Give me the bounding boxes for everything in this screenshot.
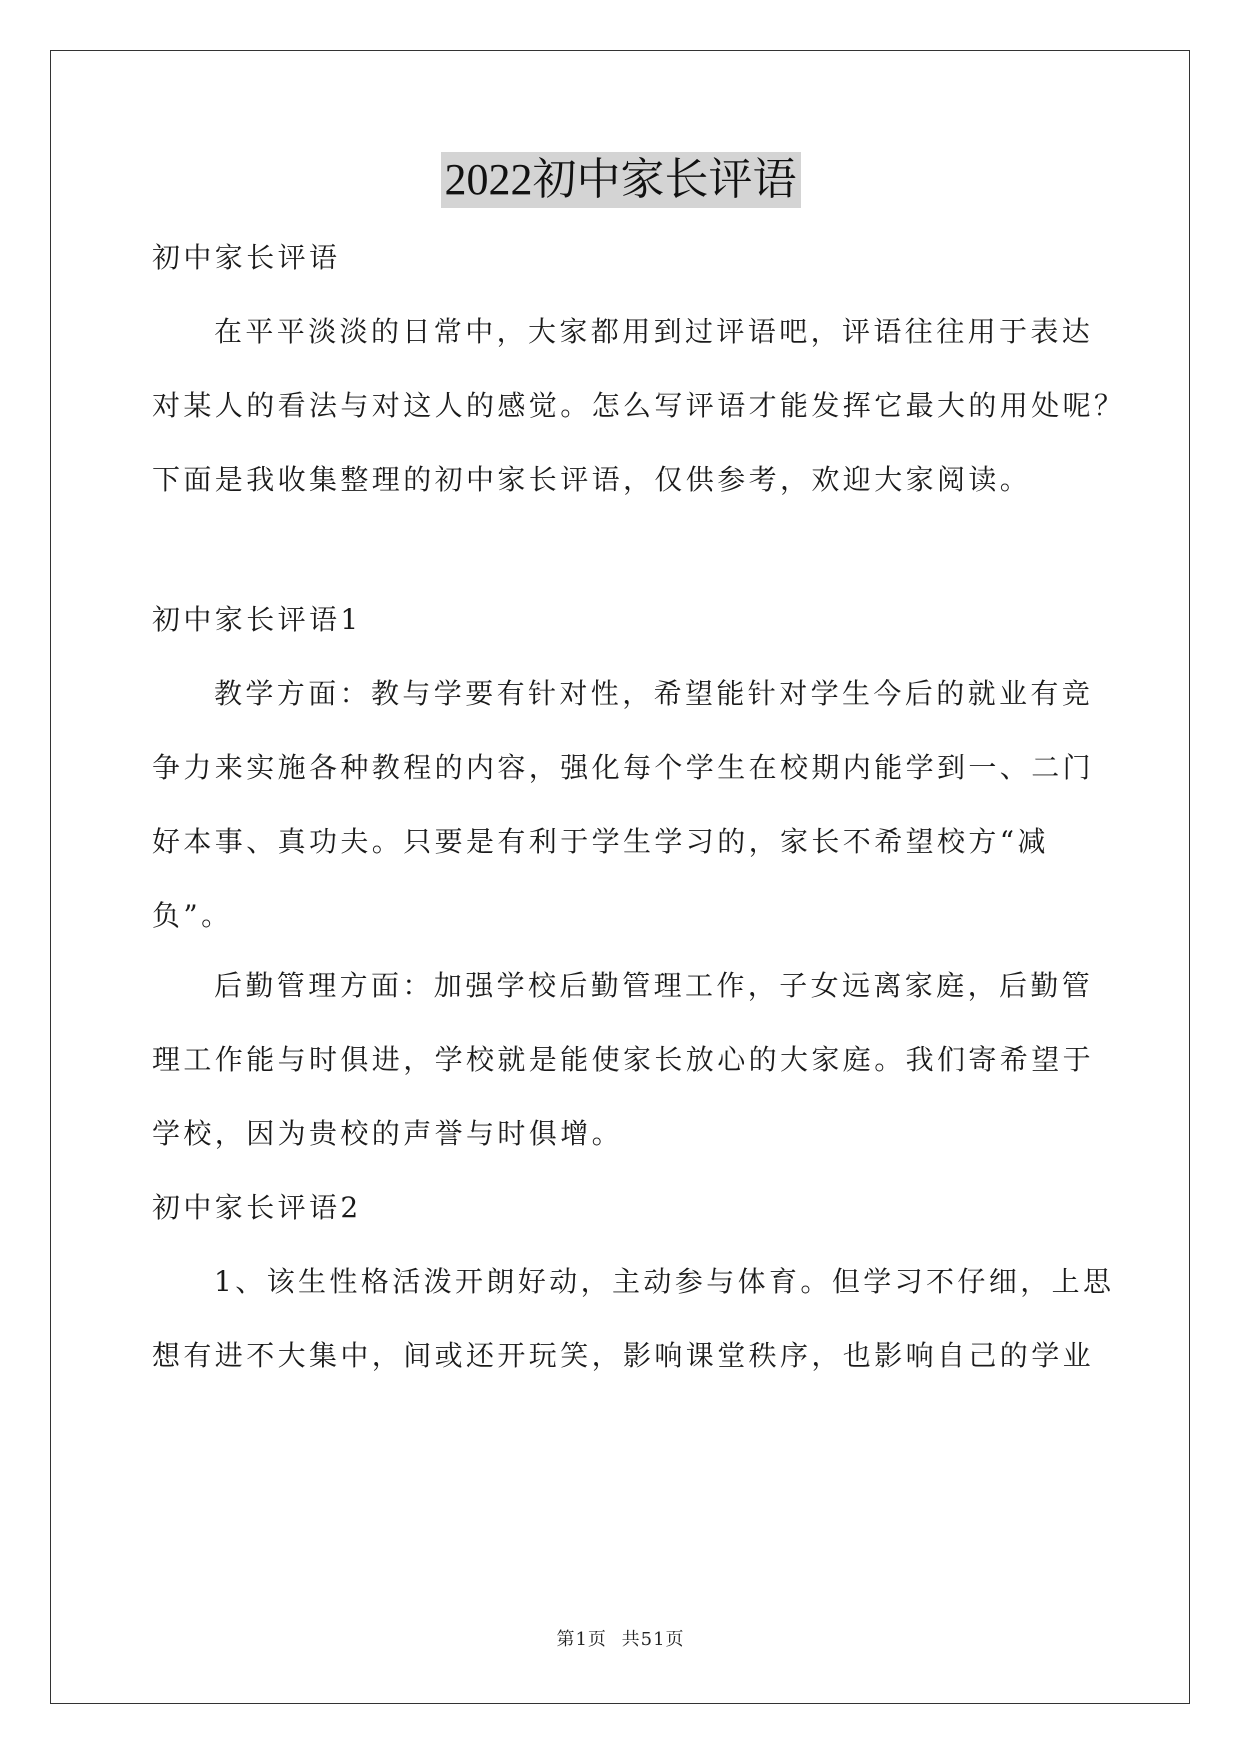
paragraph-line: 争力来实施各种教程的内容，强化每个学生在校期内能学到一、二门 — [152, 751, 1095, 784]
paragraph-line: 1、该生性格活泼开朗好动，主动参与体育。但学习不仔细，上思 — [214, 1265, 1115, 1298]
paragraph-line: 想有进不大集中，间或还开玩笑，影响课堂秩序，也影响自己的学业 — [152, 1339, 1095, 1372]
section-heading-1: 初中家长评语1 — [152, 603, 362, 636]
page-total: 共51页 — [621, 1629, 685, 1650]
paragraph-line: 理工作能与时俱进，学校就是能使家长放心的大家庭。我们寄希望于 — [152, 1043, 1095, 1076]
paragraph-line: 下面是我收集整理的初中家长评语，仅供参考，欢迎大家阅读。 — [152, 463, 1032, 496]
paragraph-line: 负”。 — [152, 899, 233, 932]
paragraph-line: 在平平淡淡的日常中，大家都用到过评语吧，评语往往用于表达 — [214, 315, 1094, 348]
paragraph-line: 教学方面：教与学要有针对性，希望能针对学生今后的就业有竞 — [214, 677, 1094, 710]
page-border — [50, 50, 1190, 1704]
paragraph-line: 对某人的看法与对这人的感觉。怎么写评语才能发挥它最大的用处呢？ — [152, 389, 1126, 422]
paragraph-line: 好本事、真功夫。只要是有利于学生学习的，家长不希望校方“减 — [152, 825, 1049, 858]
page-number: 第1页 — [556, 1629, 607, 1650]
section-heading-intro: 初中家长评语 — [152, 241, 341, 274]
title-container — [0, 152, 1241, 208]
document-title: 2022初中家长评语 — [441, 152, 801, 208]
paragraph-line: 学校，因为贵校的声誉与时俱增。 — [152, 1117, 624, 1150]
paragraph-line: 后勤管理方面：加强学校后勤管理工作，子女远离家庭，后勤管 — [214, 969, 1094, 1002]
page-footer — [0, 1628, 1241, 1652]
section-heading-2: 初中家长评语2 — [152, 1191, 362, 1224]
